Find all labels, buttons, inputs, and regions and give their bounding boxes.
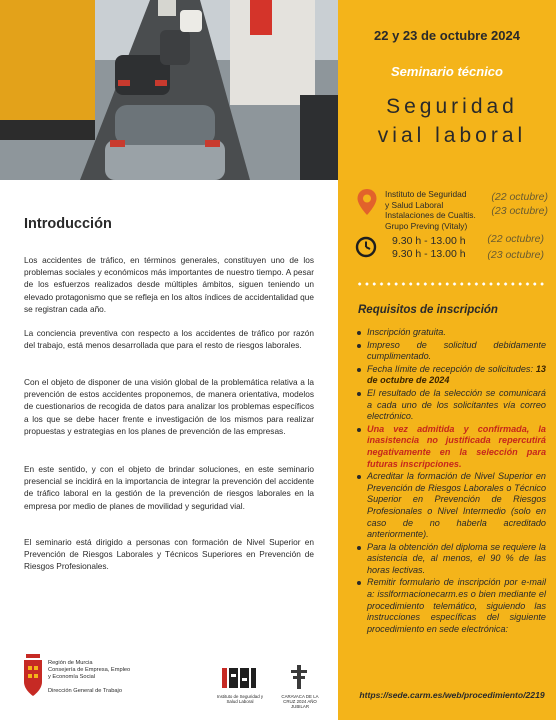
venue-text [385,189,476,231]
venue-line: Instalaciones de Cualtis. [385,210,476,220]
list-item: Para la obtención del diploma se requiere la asistencia de, al menos, el 90 % de las horas lectivas. [356,542,546,577]
clock-icon [355,236,377,258]
intro-paragraph: La conciencia preventiva con respecto a los accidentes de tráfico por razón del trabajo, está menos desarrollada que para el resto de riesgos laborales. [24,328,314,351]
title-line-2: vial laboral [377,124,527,147]
hour-line: 9.30 h - 13.00 h [392,235,466,247]
hour-line: 9.30 h - 13.00 h [392,248,466,260]
list-item: El resultado de la selección se comunicará a cada uno de los solicitantes vía correo electrónico. [356,388,546,423]
venue-line: Grupo Preving (Vitaly) [385,220,468,231]
caravaca-logo [288,664,310,690]
schedule-date: (22 octubre) [487,233,544,245]
murcia-department: Dirección General de Trabajo [48,688,122,694]
list-item: Impreso de solicitud debidamente cumplimentado. [356,340,546,363]
title-line-1: Seguridad [386,95,518,118]
seminar-type: Seminario técnico [391,64,503,79]
requirements-title: Requisitos de inscripción [358,304,498,316]
event-date: 22 y 23 de octubre 2024 [374,28,520,43]
traffic-photo [0,0,338,180]
venue-date: (23 octubre) [491,205,548,217]
list-item: Acreditar la formación de Nivel Superior en Prevención de Riesgos Laborales o Técnico Superior en Prevención de Riesgos Profesionales o Nivel Intermedio (solo en caso de no haberla acreditado anteriormente). [356,471,546,541]
schedule-hours [392,235,466,261]
venue-date: (22 octubre) [491,191,548,203]
intro-paragraph: Los accidentes de tráfico, en términos generales, constituyen uno de los problemas sociales y económicos más importantes de nuestro tiempo. A pesar de los esfuerzos realizados desde múltiples ámbitos, siguen teniendo un elevado protagonismo que se refleja en los altos índices de accidentalidad que se registran cada año. [24,255,314,314]
intro-paragraph: En este sentido, y con el objeto de brindar soluciones, en este seminario presencial se incidirá en la importancia de integrar la prevención del accidente de tráfico laboral en la gestión de la prevención de riesgos laborales en la empresa por medio de planes de movilidad y seguridad vial. [24,464,314,511]
list-item: Inscripción gratuita. [356,327,546,339]
venue-line: y Salud Laboral [385,199,444,210]
requirements-list [356,327,546,636]
deadline-label: Fecha límite de recepción de solicitudes: [367,363,533,374]
schedule-dates [484,231,544,263]
venue-line: Instituto de Seguridad [385,189,467,199]
deadline-date: 13 de octubre de 2024 [367,363,546,386]
list-item-warning: Una vez admitida y confirmada, la inasistencia no justificada repercutirá negativamente en la selección para futuras inscripciones. [356,424,546,470]
murcia-line: Región de Murcia [48,660,93,666]
murcia-line: Consejería de Empresa, Empleo [48,667,131,674]
list-item [356,364,546,387]
page-title [352,92,552,150]
issl-caption: Instituto de Seguridad y Salud Laboral [216,694,264,705]
issl-logo [220,664,260,692]
murcia-crest-logo [22,652,44,698]
murcia-institution [48,660,130,682]
location-pin-icon [356,188,378,216]
intro-heading: Introducción [24,216,112,232]
procedure-link[interactable]: https://sede.carm.es/web/procedimiento/2219 [359,690,545,700]
intro-paragraph: Con el objeto de disponer de una visión global de la problemática relativa a la prevención de estos accidentes proponemos, de manera orientativa, modelos de cuestionarios de recogida de datos para analizar los problemas específicos a los que se debe hacer frente e investigación de los mismos para realizar propuestas y estrategias en los planes de prevención de las empresas. [24,377,314,436]
dotted-divider [356,282,546,286]
list-item: Remitir formulario de inscripción por e-mail a: isslformacionecarm.es o bien mediante el procedimiento telemático, siguiendo las instrucciones específicas del siguiente procedimiento en sede electrónica: [356,577,546,635]
venue-dates [488,190,548,218]
schedule-date: (23 octubre) [487,249,544,261]
murcia-line: y Economía Social [48,674,96,681]
caravaca-caption: CARAVACA DE LA CRUZ 2024 AÑO JUBILAR [281,694,319,710]
intro-paragraph: El seminario está dirigido a personas con formación de Nivel Superior en Prevención de Riesgos Laborales y Técnicos Superiores en Prevención de Riesgos Profesionales. [24,537,314,572]
